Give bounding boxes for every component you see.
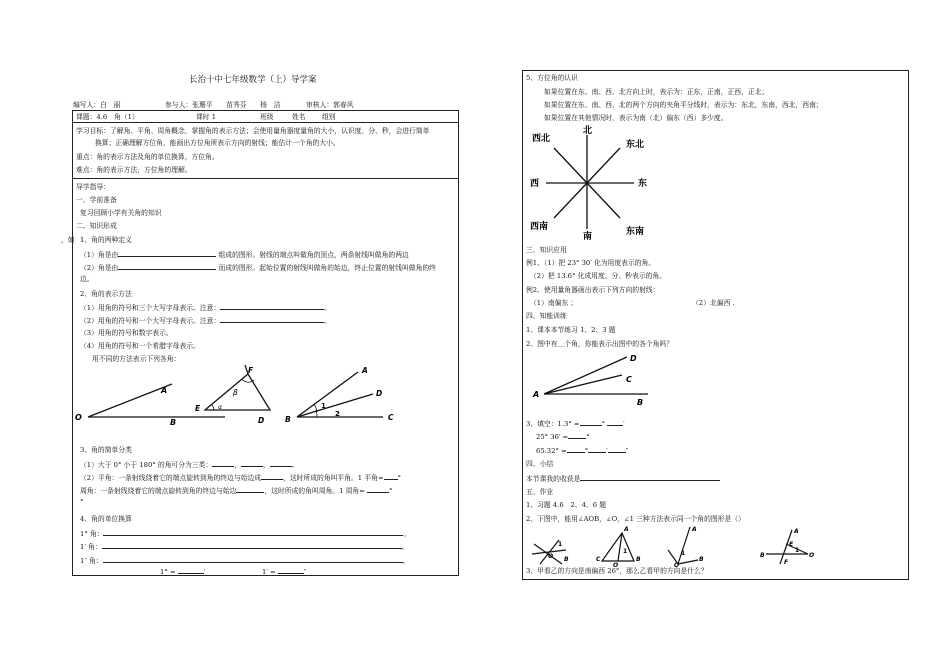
round-angle-def: [80, 486, 392, 495]
compass-east-label: 东: [638, 179, 648, 189]
answer-blank[interactable]: [212, 460, 234, 467]
point-b3-label: B: [637, 398, 644, 407]
example-2a: （1）南偏东 ；: [530, 299, 578, 307]
figure-2-label-b: B: [636, 556, 641, 563]
participants-label: 参与人：张珊平 苗秀芬 杨 洁: [165, 101, 281, 109]
answer-blank[interactable]: [241, 460, 263, 467]
alpha-label: α: [218, 404, 222, 411]
point-e-label: E: [195, 404, 201, 413]
goals-line-2: 换算；正确理解方位角，能画出方位角所表示方向的射线；能估计一个角的大小。: [95, 139, 340, 147]
answer-blank[interactable]: [220, 303, 324, 310]
editor-label: 编写人：白 丽: [73, 101, 121, 109]
direction-rule-2: 如果位置在东、南、西、北的两个方向的夹角平分线时，表示为：东北，东南，西北，西南；: [544, 101, 823, 109]
subsection-heading: 4、角的单位换算: [80, 515, 132, 523]
figure-4-label-o: O: [809, 552, 815, 559]
method-1-text: （1）用角的符号和三个大写字母表示。注意：: [80, 304, 221, 312]
answer-blank[interactable]: [118, 250, 216, 257]
guide-heading: 导学指导：: [76, 183, 110, 191]
summary-label: 本节课我的收获是: [526, 475, 581, 483]
answer-blank[interactable]: [588, 446, 606, 453]
definition-2-end: 而成的图形。起始位置的射线叫做角的始边，终止位置的射线叫做角的终: [218, 264, 436, 272]
angle-arc-alpha: [212, 405, 214, 410]
conversion-2-label: 1′ =: [262, 568, 276, 576]
answer-blank[interactable]: [367, 486, 389, 493]
section-heading: 二、知识形成: [76, 222, 117, 230]
second-mark: ″: [303, 568, 307, 576]
option-figures: [526, 524, 826, 568]
fill-blank-3: [536, 446, 628, 455]
fill-blank-3-label: 65.32° =: [536, 447, 567, 455]
unit-minute: 1′ 角： 。: [80, 543, 409, 551]
fill-blank-2: [536, 432, 590, 441]
conversion-2: [262, 567, 306, 576]
method-4: （4）用角的符号和一个希腊字母表示。: [80, 342, 200, 350]
example-2b: （2）北偏西 .: [692, 299, 735, 307]
section-heading: 三、知识应用: [526, 246, 567, 254]
ray-ba: [297, 372, 358, 417]
subsection-heading: 2、角的表示方法: [80, 290, 132, 298]
review-text: 复习回顾小学有关角的知识: [80, 209, 162, 217]
compass-south-label: 南: [583, 232, 593, 242]
definition-1-end: 组成的图形。射线的端点叫做角的顶点，两条射线叫做角的两边: [218, 251, 409, 259]
point-c2-label: C: [388, 413, 394, 422]
answer-blank[interactable]: [236, 486, 264, 493]
degree-mark: °: [389, 487, 393, 495]
fill-blank-1: [526, 419, 625, 428]
rays-figure: [530, 350, 660, 410]
summary-line: [526, 474, 720, 483]
option-figure-1: [532, 540, 569, 564]
training-1: 1、课本本节练习 1、2、3 题: [526, 326, 616, 334]
degree-mark: °: [397, 474, 401, 482]
angle-arc-1: [314, 404, 317, 411]
method-1: （1）用角的符号和三个大写字母表示。注意： 。: [80, 304, 332, 312]
beta-label: β: [233, 388, 238, 397]
answer-blank[interactable]: [103, 556, 403, 563]
figure-4-label-1: 1: [795, 547, 800, 554]
point-c3-label: C: [626, 375, 632, 384]
fill-blank-2-label: 25° 36′ =: [536, 433, 569, 441]
answer-blank[interactable]: [580, 474, 720, 481]
figure-3-label-a: A: [692, 526, 697, 533]
homework-1: 1、习题 4.6 2、4、6 题: [526, 501, 607, 509]
answer-blank[interactable]: [220, 316, 324, 323]
example-1: 例1、（1）把 23° 30′ 化为用度表示的角。: [526, 259, 656, 267]
point-a2-label: A: [362, 366, 368, 375]
answer-blank[interactable]: [103, 529, 403, 536]
conversion-1-label: 1° =: [160, 568, 176, 576]
training-2: 2、图中有＿个角，你能表示出图中的各个角吗？: [526, 340, 674, 348]
compass-southwest-label: 西南: [530, 222, 549, 232]
option-figure-2: [596, 526, 641, 569]
unit-second: 1″ 角： 。: [80, 557, 410, 565]
class-label: 班级: [260, 113, 274, 121]
subsection-heading: 3、角的简单分类: [80, 446, 132, 454]
point-b-label: B: [170, 418, 177, 427]
point-a3-label: A: [533, 390, 540, 399]
degree-mark: °: [601, 420, 605, 428]
definition-2-tail: 边。: [80, 275, 94, 283]
answer-blank[interactable]: [261, 473, 283, 480]
method-2: （2）用角的符号和一个大写字母表示。注意： 。: [80, 317, 332, 325]
straight-angle-def: [80, 473, 401, 482]
section-heading: 五、作业: [526, 488, 554, 496]
definition-2-start: （2）角是由: [80, 264, 119, 272]
conversion-1: [160, 567, 205, 576]
unit-degree-label: 1° 角：: [80, 530, 104, 538]
straight-angle-text-2: ，这时所成的角叫平角。1 平角=: [283, 474, 384, 482]
figure-4-label-e: E: [789, 541, 794, 548]
figure-4-label-b: B: [760, 552, 765, 559]
unit-second-label: 1″ 角：: [80, 557, 103, 565]
figure-1-label-o: O: [548, 553, 554, 560]
ray-oa: [88, 384, 172, 417]
example-2: 例2、使用量角器画出表示下列方向的射线：: [526, 286, 660, 294]
figure-three-rays: [285, 366, 394, 424]
figure-1-label-1: 1: [558, 541, 563, 548]
classification-1-text: （1）大于 0° 小于 180° 的角可分为三类：: [80, 461, 213, 469]
goals-line-1: 学习目标：了解角、平角、周角概念，掌握角的表示方法；会使用量角器度量角的大小，认识度、分、秒，会进行简单: [76, 127, 430, 135]
answer-blank[interactable]: [270, 460, 292, 467]
classification-1: （1）大于 0° 小于 180° 的角可分为三类： ， ， 。: [80, 461, 299, 469]
minute-mark: ′: [623, 420, 625, 428]
divider: [72, 178, 459, 179]
figure-3-ray-a: [678, 527, 690, 564]
ray-ad: [544, 357, 627, 394]
divider: [72, 122, 459, 123]
point-b2-label: B: [285, 415, 291, 424]
answer-blank[interactable]: [278, 567, 304, 574]
compass-southeast-label: 东南: [626, 227, 645, 237]
homework-3: 3、甲看乙的方向是南偏西 26°，那么乙看甲的方向是什么？: [526, 567, 708, 575]
figure-angle-oab: [75, 384, 225, 427]
figure-2-label-o: O: [613, 562, 619, 569]
figure-3-label-o: O: [674, 562, 680, 569]
figure-triangle: [195, 365, 270, 425]
topic-label: 课题：4.6 角（1）: [76, 113, 139, 121]
figure-4-label-a: A: [794, 528, 799, 535]
method-instruction: 用不同的方法表示下列各角：: [92, 355, 181, 363]
point-d3-label: D: [630, 354, 637, 363]
section-heading: 四、知能训练: [526, 312, 567, 320]
answer-blank[interactable]: [118, 263, 216, 270]
answer-blank[interactable]: [607, 419, 623, 426]
point-d-label: D: [258, 416, 265, 425]
option-figure-3: [668, 526, 704, 569]
degree-mark: °: [584, 447, 589, 455]
answer-blank[interactable]: [568, 432, 586, 439]
example-1b: （2）把 13.6° 化成用度、分、秒表示的角。: [530, 272, 666, 280]
answer-blank[interactable]: [384, 473, 398, 480]
figure-3-ray-b: [678, 560, 698, 564]
angle-2-label: 2: [335, 410, 340, 418]
subsection-heading: 1、角的两种定义: [80, 236, 132, 244]
round-angle-text-2: ，这时所成的角叫周角。1 周角=: [264, 487, 365, 495]
straight-angle-text: （2）平角：一条射线绕着它的端点旋转到角的终边与始边成: [80, 474, 262, 482]
point-o-label: O: [75, 413, 82, 422]
angle-1-label: 1: [321, 402, 326, 410]
difficult-points: 难点：角的表示方法，方位角的理解。: [76, 166, 192, 174]
answer-blank[interactable]: [608, 446, 626, 453]
point-d2-label: D: [376, 389, 383, 398]
figure-2-label-a: A: [624, 526, 629, 533]
period-label: 课时 1: [196, 113, 217, 121]
compass-rose: [526, 122, 666, 240]
definition-1-start: （1）角是由: [80, 251, 119, 259]
unit-minute-label: 1′ 角：: [80, 543, 102, 551]
figure-1-label-b: B: [564, 556, 569, 563]
minute-mark: ′: [606, 447, 608, 455]
compass-northwest-label: 西北: [532, 134, 551, 144]
answer-blank[interactable]: [580, 419, 602, 426]
compass-north-label: 北: [583, 126, 593, 136]
reviewer-label: 审核人：郭春风: [306, 101, 354, 109]
minute-mark: ′: [203, 568, 206, 576]
compass-northeast-label: 东北: [626, 140, 645, 150]
unit-degree: 1° 角： 。: [80, 530, 411, 538]
point-a-label: A: [161, 386, 168, 395]
method-3: （3）用角的符号和数字表示。: [80, 329, 173, 337]
fill-blank-1-label: 3、填空：1.3° =: [526, 420, 580, 428]
angle-figures: [70, 362, 400, 430]
figure-3-label-b: B: [699, 556, 704, 563]
page-title: 长治十中七年级数学（上）导学案: [189, 75, 317, 85]
definition-2: [80, 263, 436, 272]
name-label: 姓名: [292, 113, 306, 121]
figure-4-label-f: F: [784, 559, 789, 566]
second-mark: ″: [625, 447, 629, 455]
method-2-text: （2）用角的符号和一个大写字母表示。注意：: [80, 317, 221, 325]
figure-3-label-1: 1: [681, 550, 686, 557]
direction-rule-1: 如果位置在东、南、西、北方向上时，表示为：正东，正南，正西，正北；: [544, 88, 769, 96]
subsection-heading: 5、方位角的认识: [526, 74, 578, 82]
figure-2-label-1: 1: [623, 548, 628, 555]
answer-blank[interactable]: [567, 446, 585, 453]
group-label: 组别: [322, 113, 336, 121]
margin-mark: ，如: [61, 236, 75, 244]
degree-mark: °: [586, 433, 590, 441]
homework-2: 2、下图中，能用∠AOB，∠O，∠1 三种方法表示同一个角的图形是（）: [526, 515, 745, 523]
point-f-label: F: [248, 366, 254, 375]
definition-1: [80, 250, 409, 259]
ray-ac: [544, 375, 622, 394]
key-points: 重点：角的表示方法及角的单位换算，方位角。: [76, 153, 219, 161]
degree-mark: °: [80, 498, 84, 506]
answer-blank[interactable]: [102, 542, 402, 549]
section-heading: 一、学前准备: [76, 196, 117, 204]
answer-blank[interactable]: [178, 567, 204, 574]
figure-2-label-c: C: [596, 556, 601, 563]
compass-west-label: 西: [530, 179, 540, 189]
round-angle-text: 周角：一条射线绕着它的端点旋转到角的终边与始边: [80, 487, 237, 495]
section-heading: 四、小结: [526, 460, 554, 468]
direction-rule-3: 如果位置在其他情况时，表示为南（北）偏东（西）多少度。: [544, 114, 728, 122]
option-figure-4: [760, 528, 814, 566]
